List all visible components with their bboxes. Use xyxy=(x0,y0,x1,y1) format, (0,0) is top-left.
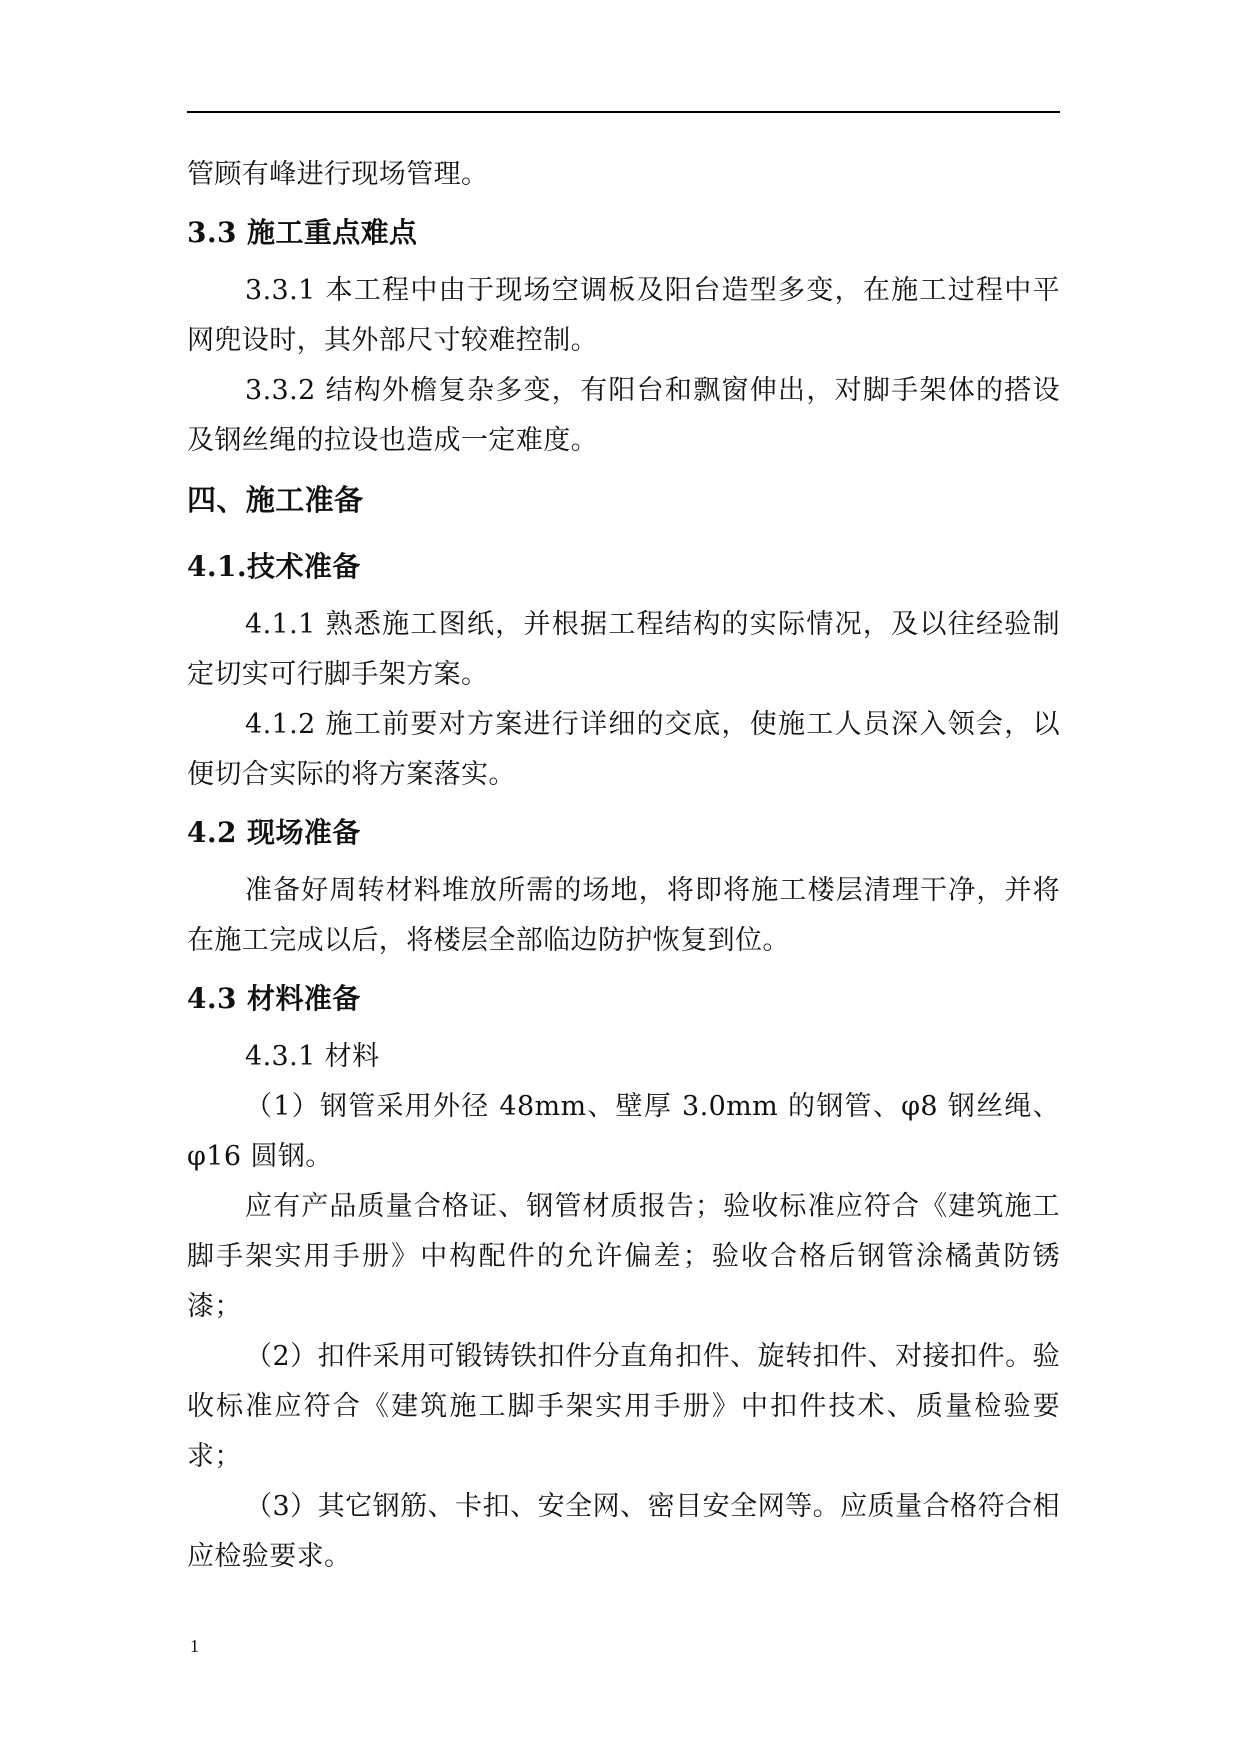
section-heading-4-3: 4.3 材料准备 xyxy=(187,982,361,1015)
header-rule xyxy=(187,111,1060,113)
page-number: 1 xyxy=(190,1636,199,1656)
paragraph: 4.3.1 材料 xyxy=(245,1041,380,1072)
section-heading-4-1: 4.1.技术准备 xyxy=(187,550,361,583)
paragraph: 3.3.2 结构外檐复杂多变，有阳台和飘窗伸出，对脚手架体的搭设及钢丝绳的拉设也造成一定难度。 xyxy=(187,375,1060,456)
paragraph: 管顾有峰进行现场管理。 xyxy=(187,159,489,190)
section-heading-4-2: 4.2 现场准备 xyxy=(187,816,361,849)
document-body xyxy=(187,150,1060,1582)
paragraph: 准备好周转材料堆放所需的场地，将即将施工楼层清理干净，并将在施工完成以后，将楼层全部临边防护恢复到位。 xyxy=(187,875,1060,956)
chapter-heading-4: 四、施工准备 xyxy=(187,483,364,517)
paragraph: 3.3.1 本工程中由于现场空调板及阳台造型多变，在施工过程中平网兜设时，其外部尺寸较难控制。 xyxy=(187,275,1060,356)
paragraph: 4.1.1 熟悉施工图纸，并根据工程结构的实际情况，及以往经验制定切实可行脚手架方案。 xyxy=(187,609,1060,690)
paragraph: （3）其它钢筋、卡扣、安全网、密目安全网等。应质量合格符合相应检验要求。 xyxy=(187,1491,1060,1572)
section-heading-3-3: 3.3 施工重点难点 xyxy=(187,216,418,249)
paragraph: （2）扣件采用可锻铸铁扣件分直角扣件、旋转扣件、对接扣件。验收标准应符合《建筑施工脚手架实用手册》中扣件技术、质量检验要求； xyxy=(187,1341,1060,1472)
paragraph: 4.1.2 施工前要对方案进行详细的交底，使施工人员深入领会，以便切合实际的将方案落实。 xyxy=(187,709,1060,790)
paragraph: 应有产品质量合格证、钢管材质报告；验收标准应符合《建筑施工脚手架实用手册》中构配件的允许偏差；验收合格后钢管涂橘黄防锈漆； xyxy=(187,1191,1060,1322)
paragraph: （1）钢管采用外径 48mm、壁厚 3.0mm 的钢管、φ8 钢丝绳、φ16 圆钢。 xyxy=(187,1091,1060,1172)
